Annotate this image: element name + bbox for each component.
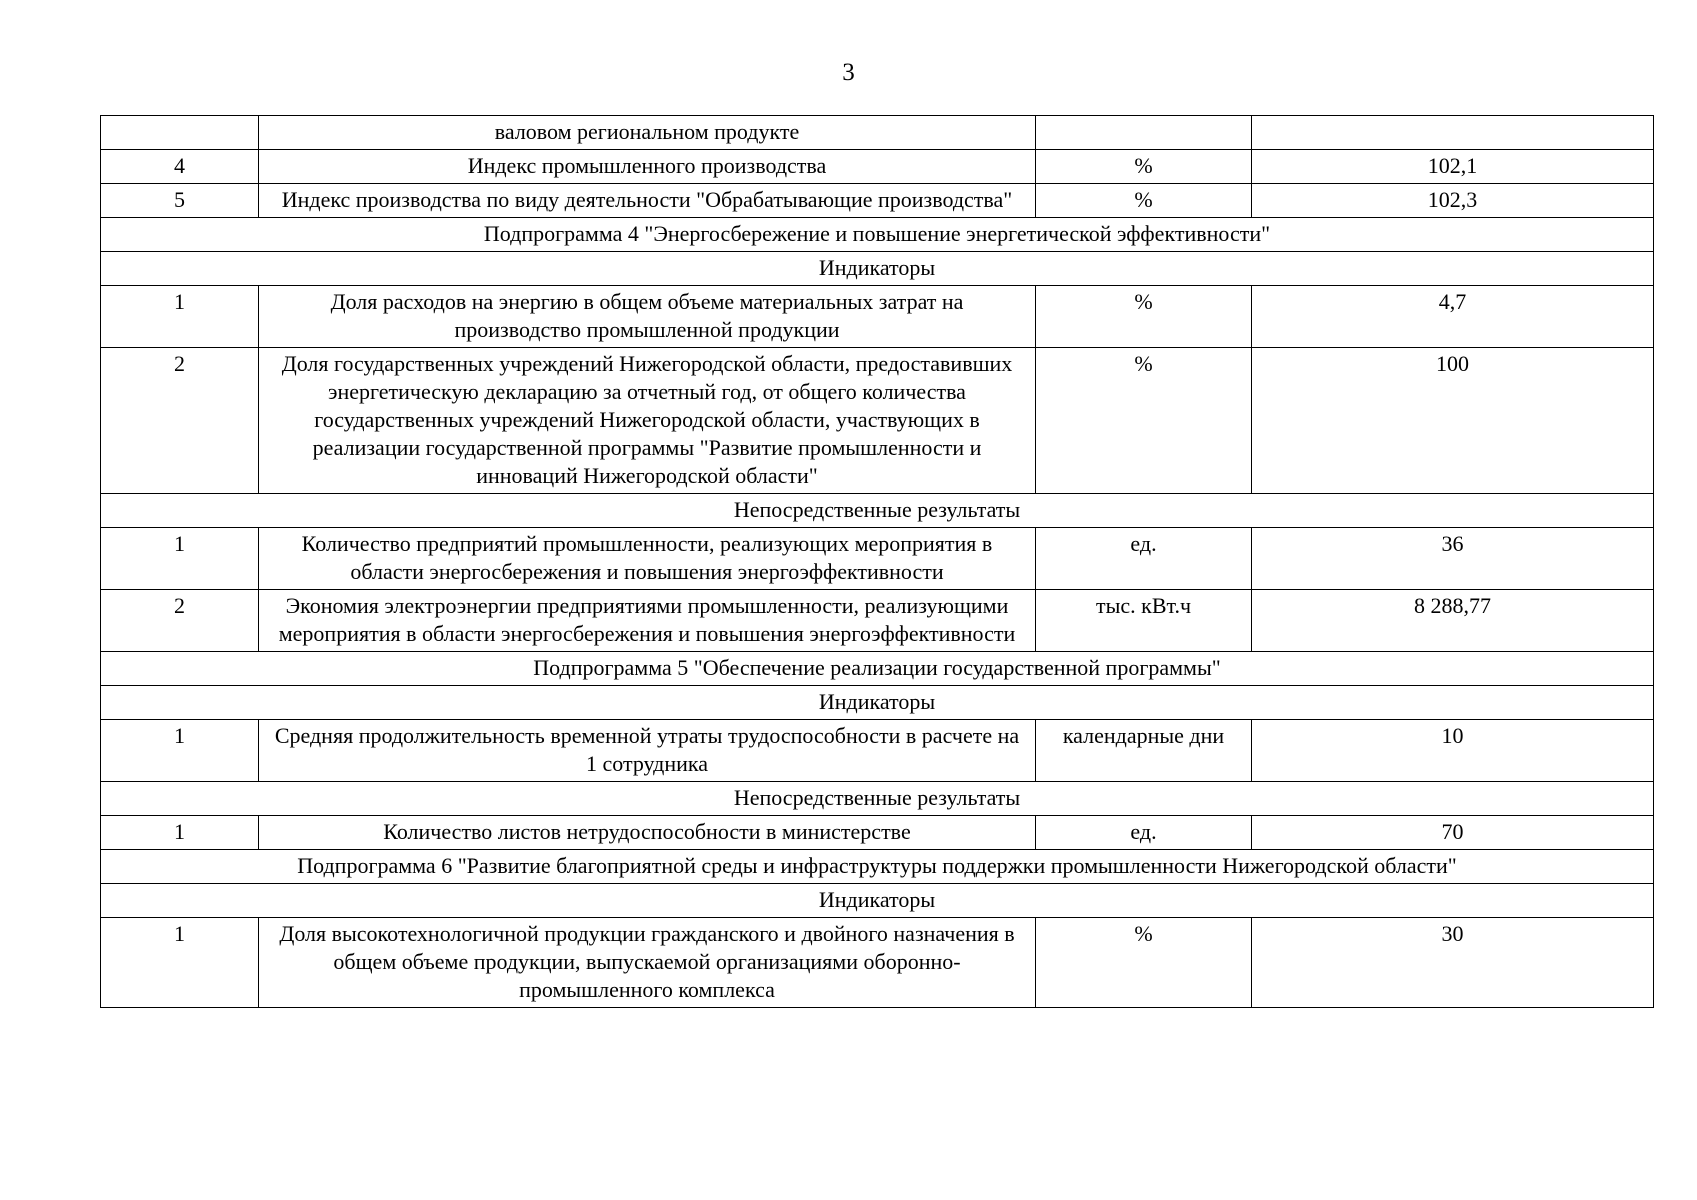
row-number: 4 <box>101 150 259 184</box>
indicator-name: Средняя продолжительность временной утраты трудоспособности в расчете на 1 сотрудника <box>259 720 1036 782</box>
section-title: Индикаторы <box>101 686 1654 720</box>
unit-of-measure <box>1036 116 1252 150</box>
table-row <box>101 184 1654 218</box>
row-number: 2 <box>101 590 259 652</box>
indicator-name: Доля государственных учреждений Нижегородской области, предоставивших энергетическую декларацию за отчетный год, от общего количества государственных учреждений Нижегородской области, участвующих в реализации государственной программы "Развитие промышленности и инноваций Нижегородской области" <box>259 348 1036 494</box>
indicators-table <box>100 115 1654 1008</box>
section-title: Индикаторы <box>101 884 1654 918</box>
indicator-name: Доля расходов на энергию в общем объеме материальных затрат на производство промышленной продукции <box>259 286 1036 348</box>
subprogram-header-row <box>101 652 1654 686</box>
unit-of-measure: ед. <box>1036 528 1252 590</box>
indicator-value: 8 288,77 <box>1252 590 1654 652</box>
unit-of-measure: календарные дни <box>1036 720 1252 782</box>
table-row <box>101 348 1654 494</box>
section-header-row <box>101 884 1654 918</box>
unit-of-measure: тыс. кВт.ч <box>1036 590 1252 652</box>
table-row <box>101 816 1654 850</box>
table-row <box>101 590 1654 652</box>
table-row <box>101 116 1654 150</box>
section-title: Индикаторы <box>101 252 1654 286</box>
section-header-row <box>101 686 1654 720</box>
indicator-value: 102,1 <box>1252 150 1654 184</box>
row-number: 5 <box>101 184 259 218</box>
section-title: Непосредственные результаты <box>101 494 1654 528</box>
indicator-name: Количество листов нетрудоспособности в министерстве <box>259 816 1036 850</box>
row-number: 1 <box>101 720 259 782</box>
subprogram-header-row <box>101 218 1654 252</box>
unit-of-measure: % <box>1036 348 1252 494</box>
indicator-name: Экономия электроэнергии предприятиями промышленности, реализующими мероприятия в области энергосбережения и повышения энергоэффективности <box>259 590 1036 652</box>
unit-of-measure: % <box>1036 918 1252 1008</box>
table-row <box>101 720 1654 782</box>
indicator-name: Индекс промышленного производства <box>259 150 1036 184</box>
indicator-value: 70 <box>1252 816 1654 850</box>
subprogram-title: Подпрограмма 6 "Развитие благоприятной среды и инфраструктуры поддержки промышленности Нижегородской области" <box>101 850 1654 884</box>
indicator-value <box>1252 116 1654 150</box>
subprogram-header-row <box>101 850 1654 884</box>
unit-of-measure: ед. <box>1036 816 1252 850</box>
table-row <box>101 150 1654 184</box>
section-header-row <box>101 252 1654 286</box>
unit-of-measure: % <box>1036 286 1252 348</box>
indicator-name: валовом региональном продукте <box>259 116 1036 150</box>
indicator-name: Количество предприятий промышленности, реализующих мероприятия в области энергосбережения и повышения энергоэффективности <box>259 528 1036 590</box>
indicator-value: 30 <box>1252 918 1654 1008</box>
row-number: 1 <box>101 286 259 348</box>
row-number: 1 <box>101 816 259 850</box>
row-number <box>101 116 259 150</box>
row-number: 1 <box>101 918 259 1008</box>
indicator-name: Индекс производства по виду деятельности "Обрабатывающие производства" <box>259 184 1036 218</box>
section-header-row <box>101 782 1654 816</box>
row-number: 2 <box>101 348 259 494</box>
section-header-row <box>101 494 1654 528</box>
table-row <box>101 286 1654 348</box>
unit-of-measure: % <box>1036 184 1252 218</box>
table-row <box>101 528 1654 590</box>
indicator-value: 100 <box>1252 348 1654 494</box>
row-number: 1 <box>101 528 259 590</box>
indicator-value: 4,7 <box>1252 286 1654 348</box>
indicator-value: 36 <box>1252 528 1654 590</box>
indicator-value: 102,3 <box>1252 184 1654 218</box>
unit-of-measure: % <box>1036 150 1252 184</box>
page-number: 3 <box>842 59 855 86</box>
indicator-value: 10 <box>1252 720 1654 782</box>
table-row <box>101 918 1654 1008</box>
section-title: Непосредственные результаты <box>101 782 1654 816</box>
subprogram-title: Подпрограмма 5 "Обеспечение реализации государственной программы" <box>101 652 1654 686</box>
subprogram-title: Подпрограмма 4 "Энергосбережение и повышение энергетической эффективности" <box>101 218 1654 252</box>
indicator-name: Доля высокотехнологичной продукции гражданского и двойного назначения в общем объеме продукции, выпускаемой организациями оборонно-промышленного комплекса <box>259 918 1036 1008</box>
